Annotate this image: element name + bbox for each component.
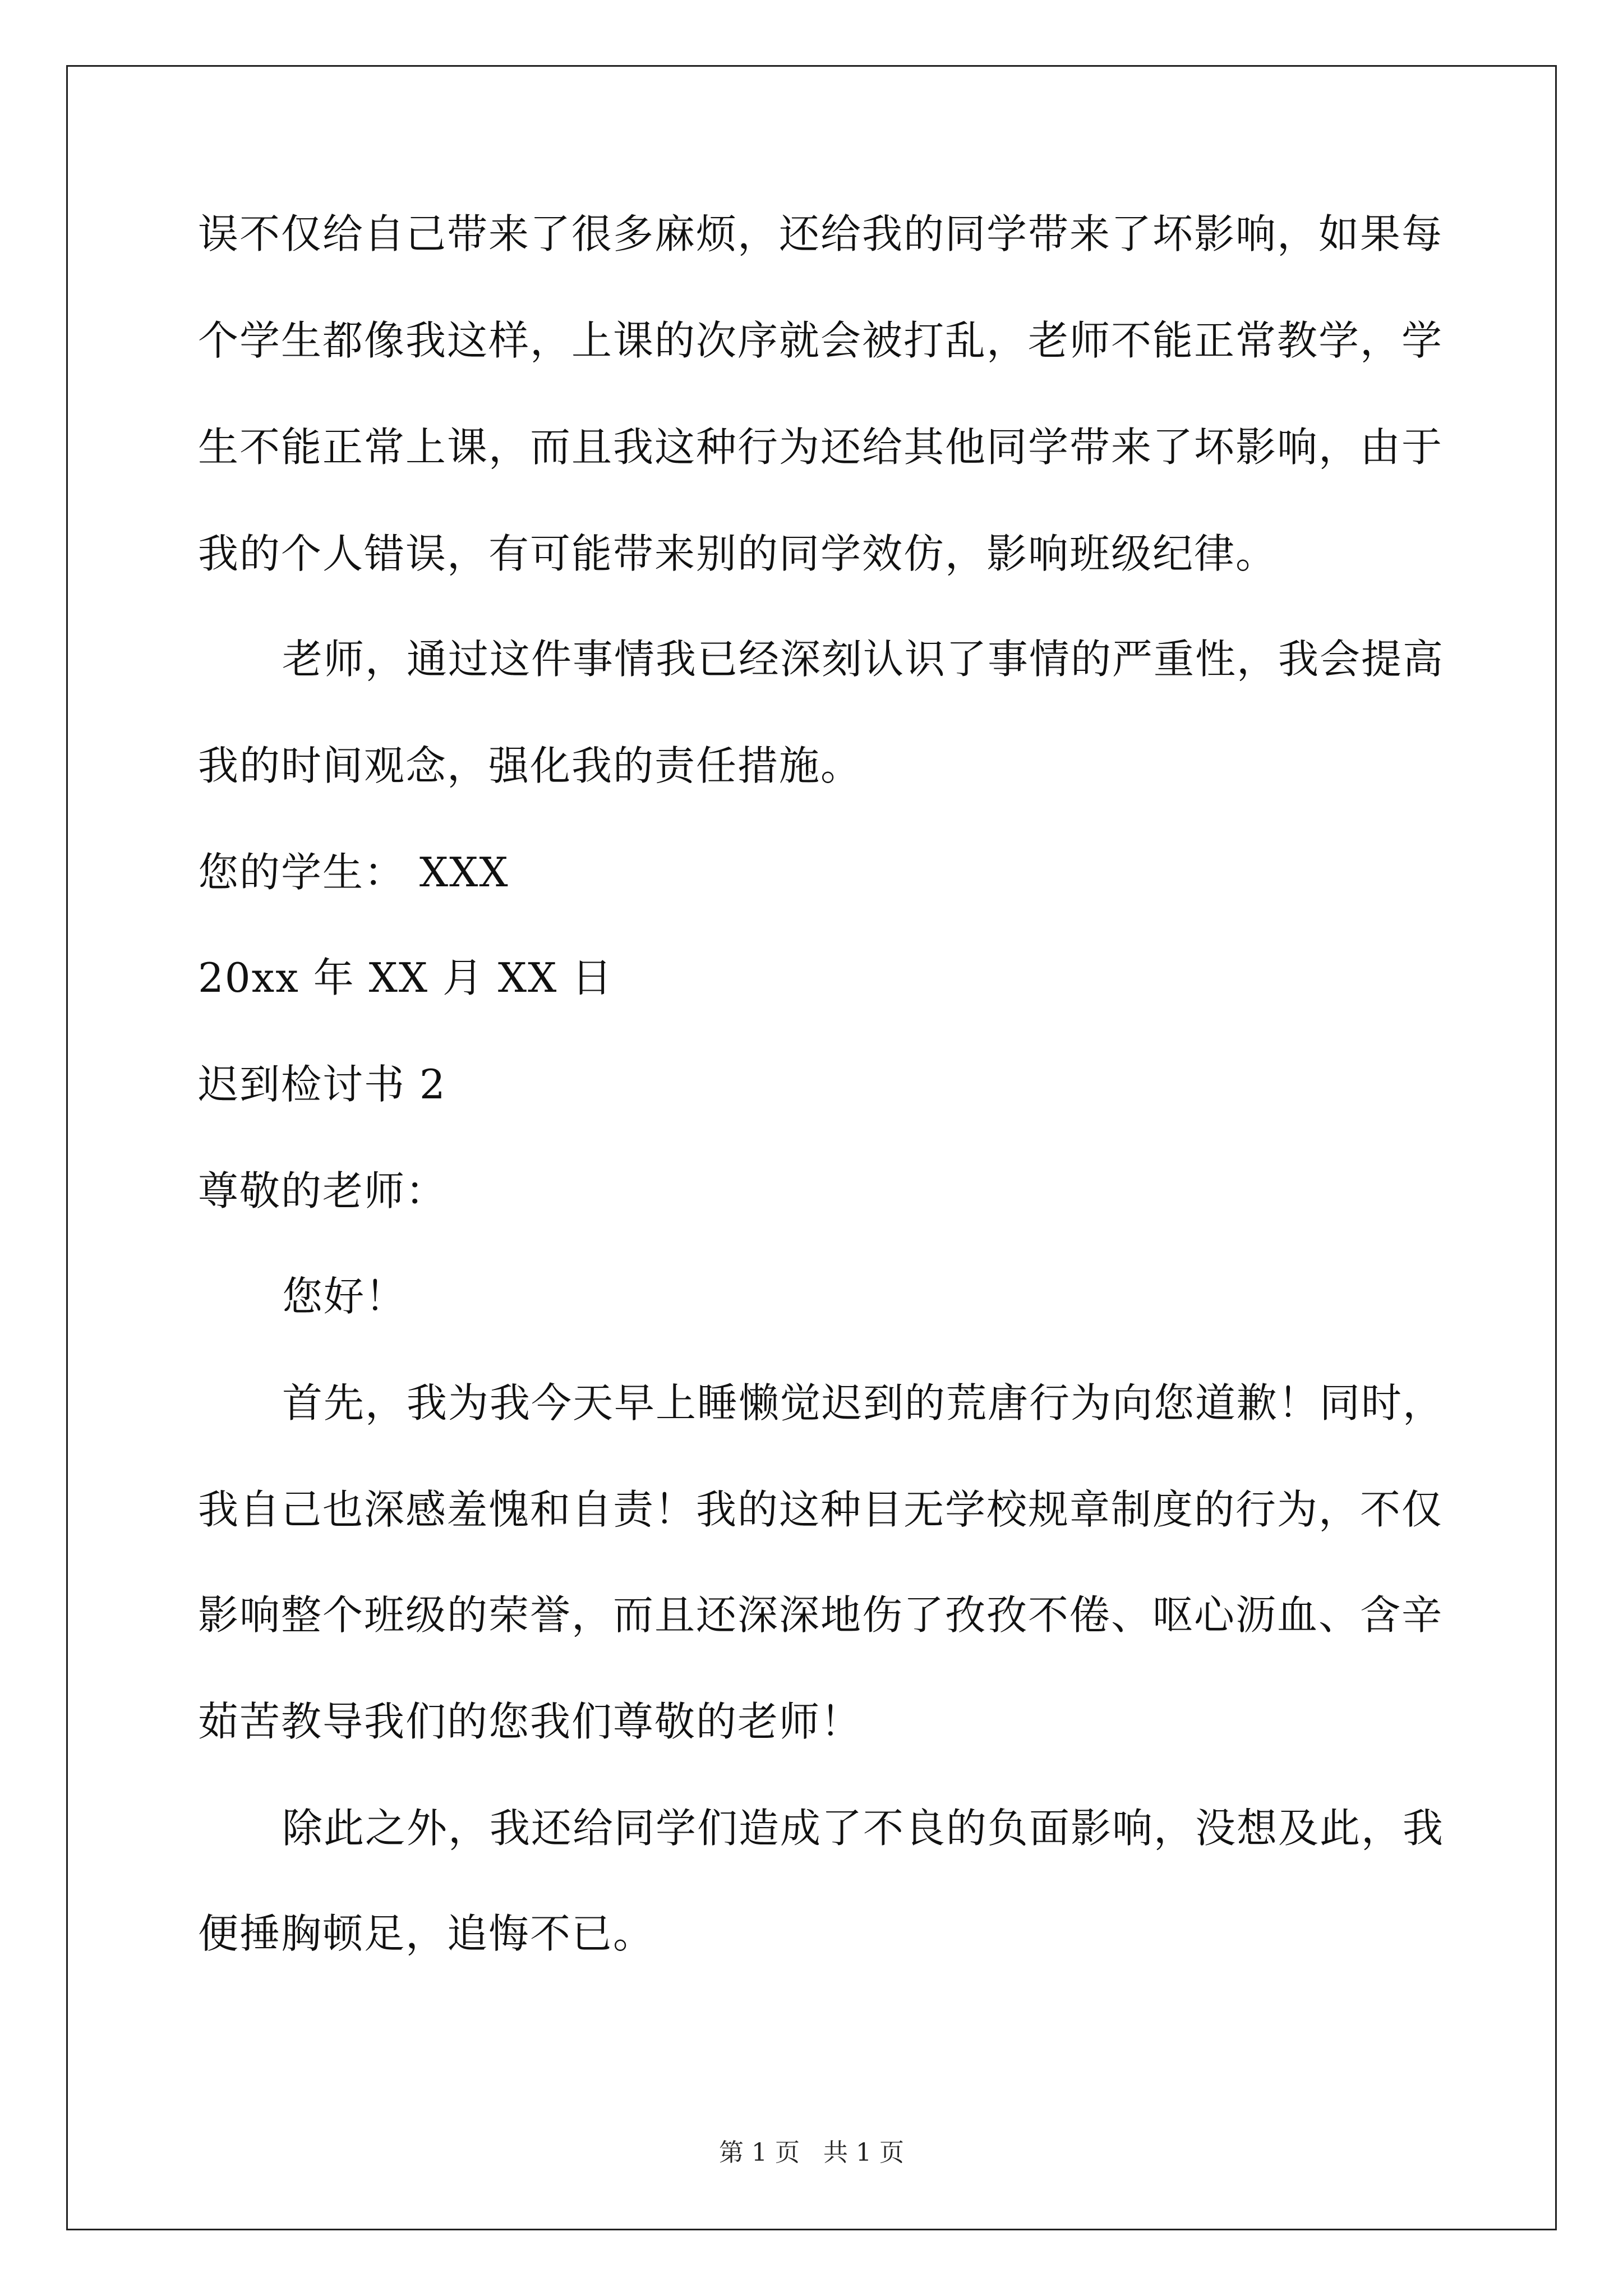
- greeting: 您好！: [282, 1273, 407, 1320]
- page-border: [66, 65, 1557, 2230]
- section-title: 迟到检讨书 2: [198, 1061, 446, 1108]
- paragraph-line: 便捶胸顿足，追悔不已。: [198, 1910, 655, 1957]
- paragraph-line: 除此之外，我还给同学们造成了不良的负面影响，没想及此，我: [282, 1805, 1445, 1852]
- date-line: 20xx 年 XX 月 XX 日: [198, 954, 614, 1001]
- salutation: 尊敬的老师：: [198, 1167, 448, 1214]
- page-number-footer: 第 1 页 共 1 页: [719, 2138, 904, 2167]
- paragraph-line: 误不仅给自己带来了很多麻烦，还给我的同学带来了坏影响，如果每: [198, 210, 1444, 257]
- paragraph-line: 老师，通过这件事情我已经深刻认识了事情的严重性，我会提高: [282, 636, 1445, 683]
- paragraph-line: 我的时间观念，强化我的责任措施。: [198, 742, 863, 789]
- paragraph-line: 我的个人错误，有可能带来别的同学效仿，影响班级纪律。: [198, 530, 1278, 577]
- paragraph-line: 茹苦教导我们的您我们尊敬的老师！: [198, 1698, 863, 1745]
- paragraph-line: 个学生都像我这样，上课的次序就会被打乱，老师不能正常教学，学: [198, 317, 1444, 364]
- paragraph-line: 首先，我为我今天早上睡懒觉迟到的荒唐行为向您道歉！同时，: [282, 1379, 1445, 1427]
- paragraph-line: 影响整个班级的荣誉，而且还深深地伤了孜孜不倦、呕心沥血、含辛: [198, 1591, 1444, 1639]
- paragraph-line: 生不能正常上课，而且我这种行为还给其他同学带来了坏影响，由于: [198, 424, 1444, 471]
- paragraph-line: 我自己也深感羞愧和自责！我的这种目无学校规章制度的行为，不仅: [198, 1486, 1444, 1533]
- signature-line: 您的学生： XXX: [198, 849, 509, 896]
